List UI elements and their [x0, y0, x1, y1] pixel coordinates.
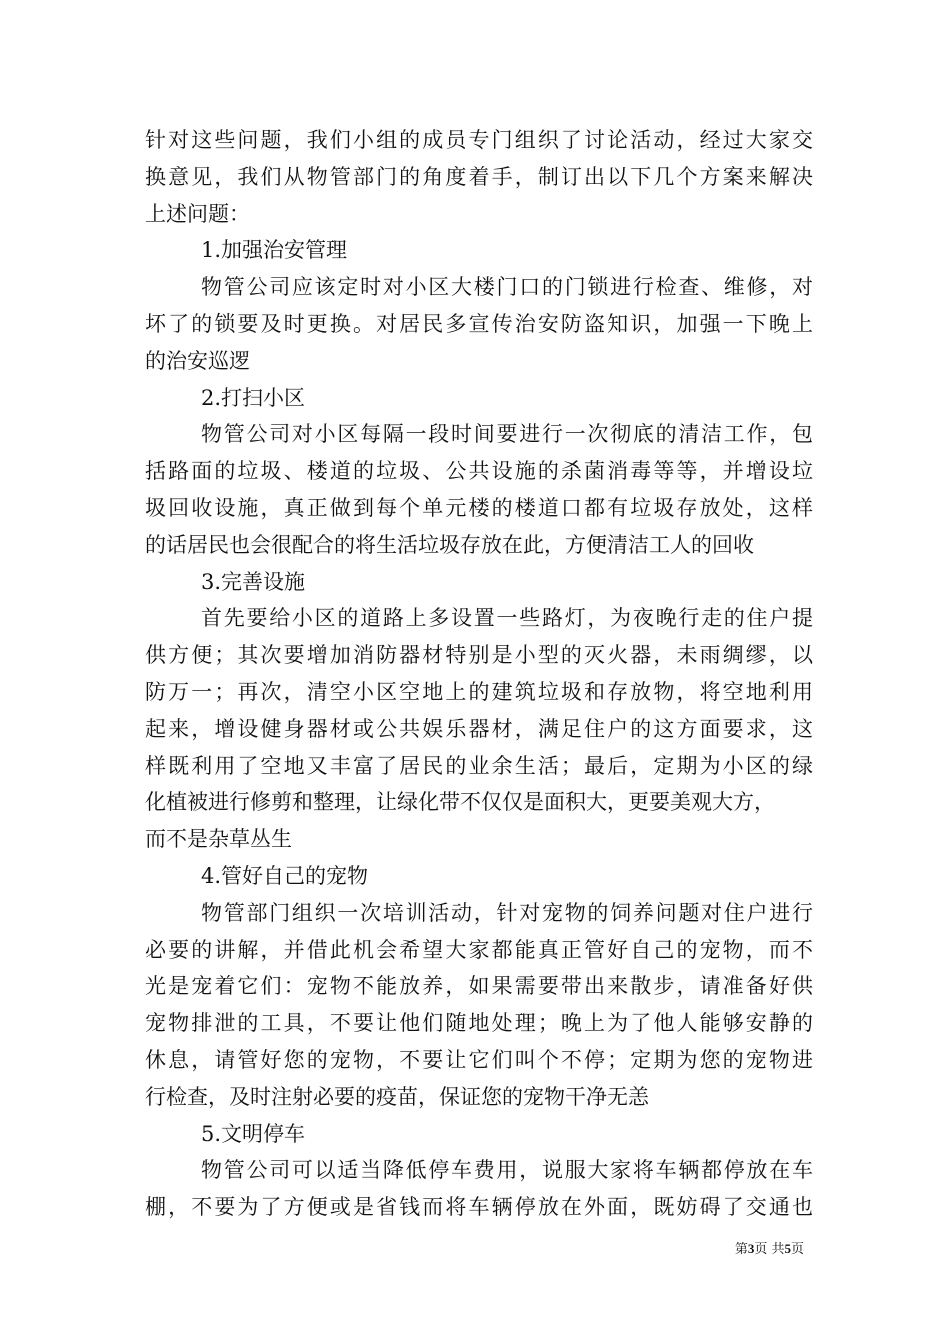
paragraph-line: 物管公司对小区每隔一段时间要进行一次彻底的清洁工作，包: [201, 422, 813, 447]
paragraph-line: 必要的讲解，并借此机会希望大家都能真正管好自己的宠物，而不: [145, 937, 813, 962]
paragraph-line: 休息，请管好您的宠物，不要让它们叫个不停；定期为您的宠物进: [145, 1047, 813, 1072]
paragraph-line: 样既利用了空地又丰富了居民的业余生活；最后，定期为小区的绿: [145, 753, 813, 778]
paragraph-line: 物管公司应该定时对小区大楼门口的门锁进行检查、维修，对: [201, 275, 813, 300]
paragraph-line: 圾回收设施，真正做到每个单元楼的楼道口都有垃圾存放处，这样: [145, 495, 813, 520]
section-heading: 3.完善设施: [201, 569, 306, 594]
paragraph-line: 化植被进行修剪和整理，让绿化带不仅仅是面积大，更要美观大方，: [145, 790, 775, 815]
paragraph-line: 供方便；其次要增加消防器材特别是小型的灭火器，未雨绸缪，以: [145, 643, 813, 668]
paragraph-line: 括路面的垃圾、楼道的垃圾、公共设施的杀菌消毒等等，并增设垃: [145, 459, 813, 484]
page-footer: [735, 1240, 804, 1259]
current-page-number: 3: [747, 1241, 755, 1256]
paragraph-line: 而不是杂草丛生: [145, 827, 292, 852]
page-number-suffix: 页: [790, 1242, 804, 1257]
total-page-number: 5: [784, 1241, 791, 1256]
paragraph-line: 换意见，我们从物管部门的角度着手，制订出以下几个方案来解决: [145, 164, 813, 189]
paragraph-line: 的治安巡逻: [145, 348, 250, 373]
paragraph-line: 的话居民也会很配合的将生活垃圾存放在此，方便清洁工人的回收: [145, 532, 754, 557]
paragraph-line: 物管部门组织一次培训活动，针对宠物的饲养问题对住户进行: [201, 900, 813, 925]
paragraph-line: 物管公司可以适当降低停车费用，说服大家将车辆都停放在车: [201, 1158, 813, 1183]
page-number-prefix: 第: [734, 1242, 748, 1257]
section-heading: 1.加强治安管理: [201, 238, 348, 263]
paragraph-line: 光是宠着它们：宠物不能放养，如果需要带出来散步，请准备好供: [145, 974, 813, 999]
paragraph-line: 棚，不要为了方便或是省钱而将车辆停放在外面，既妨碍了交通也: [145, 1195, 813, 1220]
section-heading: 4.管好自己的宠物: [201, 863, 369, 888]
paragraph-line: 起来，增设健身器材或公共娱乐器材，满足住户的这方面要求，这: [145, 716, 813, 741]
paragraph-line: 首先要给小区的道路上多设置一些路灯，为夜晚行走的住户提: [201, 606, 813, 631]
paragraph-line: 坏了的锁要及时更换。对居民多宣传治安防盗知识，加强一下晚上: [145, 311, 813, 336]
document-body: [145, 122, 813, 1226]
paragraph-line: 行检查，及时注射必要的疫苗，保证您的宠物干净无恙: [145, 1084, 649, 1109]
paragraph-line: 防万一；再次，清空小区空地上的建筑垃圾和存放物，将空地利用: [145, 679, 813, 704]
section-heading: 2.打扫小区: [201, 385, 306, 410]
paragraph-line: 针对这些问题，我们小组的成员专门组织了讨论活动，经过大家交: [145, 128, 813, 152]
paragraph-line: 宠物排泄的工具，不要让他们随地处理；晚上为了他人能够安静的: [145, 1011, 813, 1036]
paragraph-line: 上述问题：: [145, 201, 250, 226]
section-heading: 5.文明停车: [201, 1121, 306, 1146]
page-number-middle: 页 共: [754, 1242, 785, 1257]
